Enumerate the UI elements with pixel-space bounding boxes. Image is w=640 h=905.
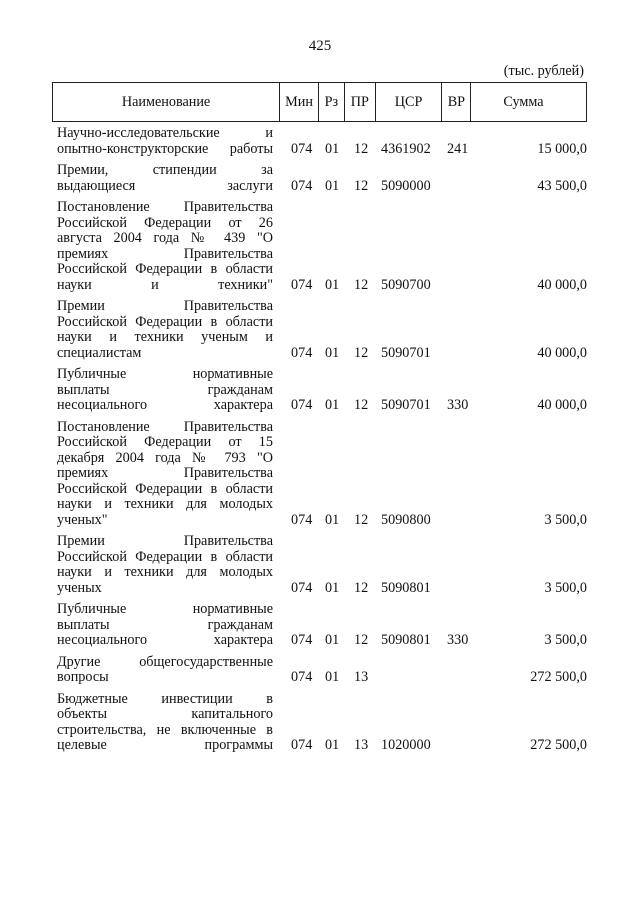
row-name-line: выплаты гражданам bbox=[57, 381, 273, 398]
table-row bbox=[57, 602, 587, 649]
row-name-line: Постановление Правительства bbox=[57, 418, 273, 435]
cell-min: 074 bbox=[291, 177, 313, 194]
row-cells bbox=[57, 142, 587, 158]
row-name-line: Российской Федерации от 15 bbox=[57, 434, 273, 450]
row-name-line: несоциального характера bbox=[57, 397, 273, 413]
row-name-line: науки и техники ученым и bbox=[57, 329, 273, 345]
row-name-line: Публичные нормативные bbox=[57, 601, 273, 617]
cell-rz: 01 bbox=[325, 344, 340, 361]
cell-rz: 01 bbox=[325, 177, 340, 194]
row-cells bbox=[57, 179, 587, 195]
header-rz: Рз bbox=[318, 83, 344, 121]
cell-pr: 12 bbox=[354, 511, 369, 528]
cell-sum: 40 000,0 bbox=[537, 276, 587, 293]
row-cells bbox=[57, 346, 587, 362]
cell-sum: 272 500,0 bbox=[530, 737, 587, 753]
row-name-line: Премии Правительства bbox=[57, 298, 273, 314]
cell-pr: 12 bbox=[354, 177, 369, 194]
row-name-line: опытно-конструкторские работы bbox=[57, 140, 273, 157]
cell-csr: 5090801 bbox=[381, 632, 431, 648]
table-row bbox=[57, 163, 587, 194]
cell-pr: 12 bbox=[354, 632, 369, 648]
table-header bbox=[52, 82, 587, 122]
row-cells bbox=[57, 278, 587, 294]
cell-rz: 01 bbox=[325, 511, 340, 528]
row-name-line: Постановление Правительства bbox=[57, 199, 273, 215]
row-name-line: Другие общегосударственные bbox=[57, 653, 273, 670]
cell-min: 074 bbox=[291, 344, 313, 361]
cell-sum: 43 500,0 bbox=[537, 177, 587, 194]
row-name-line: Российской Федерации в области bbox=[57, 313, 273, 330]
row-name-line: премиях Правительства bbox=[57, 465, 273, 481]
row-name-line: ученых bbox=[57, 579, 102, 596]
row-name-line: Бюджетные инвестиции в bbox=[57, 690, 273, 707]
table-row bbox=[57, 126, 587, 157]
row-cells bbox=[57, 581, 587, 597]
row-name-line: августа 2004 года № 439 "О bbox=[57, 230, 273, 246]
header-csr: ЦСР bbox=[375, 83, 442, 121]
row-name-line: целевые программы bbox=[57, 737, 273, 753]
cell-rz: 01 bbox=[325, 632, 340, 648]
table-row bbox=[57, 420, 587, 529]
row-name-line: науки и техники для молодых bbox=[57, 564, 273, 580]
cell-pr: 12 bbox=[354, 276, 369, 293]
cell-csr: 5090800 bbox=[381, 511, 431, 528]
cell-min: 074 bbox=[291, 669, 313, 685]
cell-sum: 3 500,0 bbox=[544, 579, 587, 596]
row-name-line: Российской Федерации в области bbox=[57, 480, 273, 497]
cell-csr: 4361902 bbox=[381, 140, 431, 157]
cell-vr: 330 bbox=[447, 632, 469, 648]
cell-min: 074 bbox=[291, 511, 313, 528]
row-name-line: строительства, не включенные в bbox=[57, 721, 273, 738]
row-cells bbox=[57, 738, 587, 754]
cell-rz: 01 bbox=[325, 140, 340, 157]
cell-min: 074 bbox=[291, 579, 313, 596]
row-name-line: Российской Федерации в области bbox=[57, 261, 273, 277]
table-row bbox=[57, 200, 587, 293]
cell-csr: 5090700 bbox=[381, 276, 431, 293]
row-name-line: Российской Федерации от 26 bbox=[57, 214, 273, 231]
row-name-line: декабря 2004 года № 793 "О bbox=[57, 449, 273, 466]
cell-sum: 272 500,0 bbox=[530, 669, 587, 685]
row-name-line: Премии, стипендии за bbox=[57, 162, 273, 178]
cell-sum: 3 500,0 bbox=[544, 632, 587, 648]
row-name-line: Российской Федерации в области bbox=[57, 548, 273, 565]
row-name-line: выплаты гражданам bbox=[57, 616, 273, 633]
cell-rz: 01 bbox=[325, 276, 340, 293]
cell-csr: 5090801 bbox=[381, 579, 431, 596]
cell-vr: 241 bbox=[447, 140, 469, 157]
cell-sum: 40 000,0 bbox=[537, 344, 587, 361]
cell-pr: 12 bbox=[354, 397, 369, 413]
row-name-line: специалистам bbox=[57, 344, 142, 361]
header-name: Наименование bbox=[121, 93, 211, 110]
row-name-line: премиях Правительства bbox=[57, 245, 273, 262]
row-cells bbox=[57, 513, 587, 529]
row-name-line: науки и техники" bbox=[57, 276, 273, 293]
row-name-line: объекты капитального bbox=[57, 706, 273, 722]
row-name-line: Премии Правительства bbox=[57, 533, 273, 549]
cell-csr: 1020000 bbox=[381, 737, 431, 753]
cell-pr: 12 bbox=[354, 344, 369, 361]
cell-vr: 330 bbox=[447, 397, 469, 413]
row-name-line: Научно-исследовательские и bbox=[57, 125, 273, 141]
table-row bbox=[57, 692, 587, 754]
row-name-line: вопросы bbox=[57, 669, 109, 685]
cell-min: 074 bbox=[291, 632, 313, 648]
cell-min: 074 bbox=[291, 737, 313, 753]
cell-csr: 5090000 bbox=[381, 177, 431, 194]
cell-sum: 40 000,0 bbox=[537, 397, 587, 413]
table-row bbox=[57, 534, 587, 596]
cell-rz: 01 bbox=[325, 737, 340, 753]
row-name-line: Публичные нормативные bbox=[57, 366, 273, 382]
cell-csr: 5090701 bbox=[381, 344, 431, 361]
table-row bbox=[57, 655, 587, 686]
cell-rz: 01 bbox=[325, 397, 340, 413]
row-cells bbox=[57, 670, 587, 686]
header-sum: Сумма bbox=[470, 83, 586, 121]
units-label: (тыс. рублей) bbox=[503, 63, 584, 79]
cell-sum: 15 000,0 bbox=[537, 140, 587, 157]
cell-sum: 3 500,0 bbox=[544, 511, 587, 528]
cell-min: 074 bbox=[291, 397, 313, 413]
header-vr: ВР bbox=[441, 83, 470, 121]
cell-rz: 01 bbox=[325, 669, 340, 685]
row-name-line: ученых" bbox=[57, 511, 108, 528]
cell-rz: 01 bbox=[325, 579, 340, 596]
row-name-line: выдающиеся заслуги bbox=[57, 177, 273, 194]
table-row bbox=[57, 299, 587, 361]
row-name-line: науки и техники для молодых bbox=[57, 496, 273, 512]
cell-pr: 13 bbox=[354, 737, 369, 753]
cell-pr: 12 bbox=[354, 579, 369, 596]
page-number: 425 bbox=[308, 38, 332, 54]
table-row bbox=[57, 367, 587, 414]
row-name-line: несоциального характера bbox=[57, 632, 273, 648]
cell-csr: 5090701 bbox=[381, 397, 431, 413]
header-pr: ПР bbox=[344, 83, 375, 121]
cell-pr: 13 bbox=[354, 669, 369, 685]
cell-min: 074 bbox=[291, 276, 313, 293]
cell-min: 074 bbox=[291, 140, 313, 157]
cell-pr: 12 bbox=[354, 140, 369, 157]
row-cells bbox=[57, 633, 587, 649]
table-body bbox=[57, 126, 587, 760]
header-min: Мин bbox=[279, 83, 318, 121]
row-cells bbox=[57, 398, 587, 414]
